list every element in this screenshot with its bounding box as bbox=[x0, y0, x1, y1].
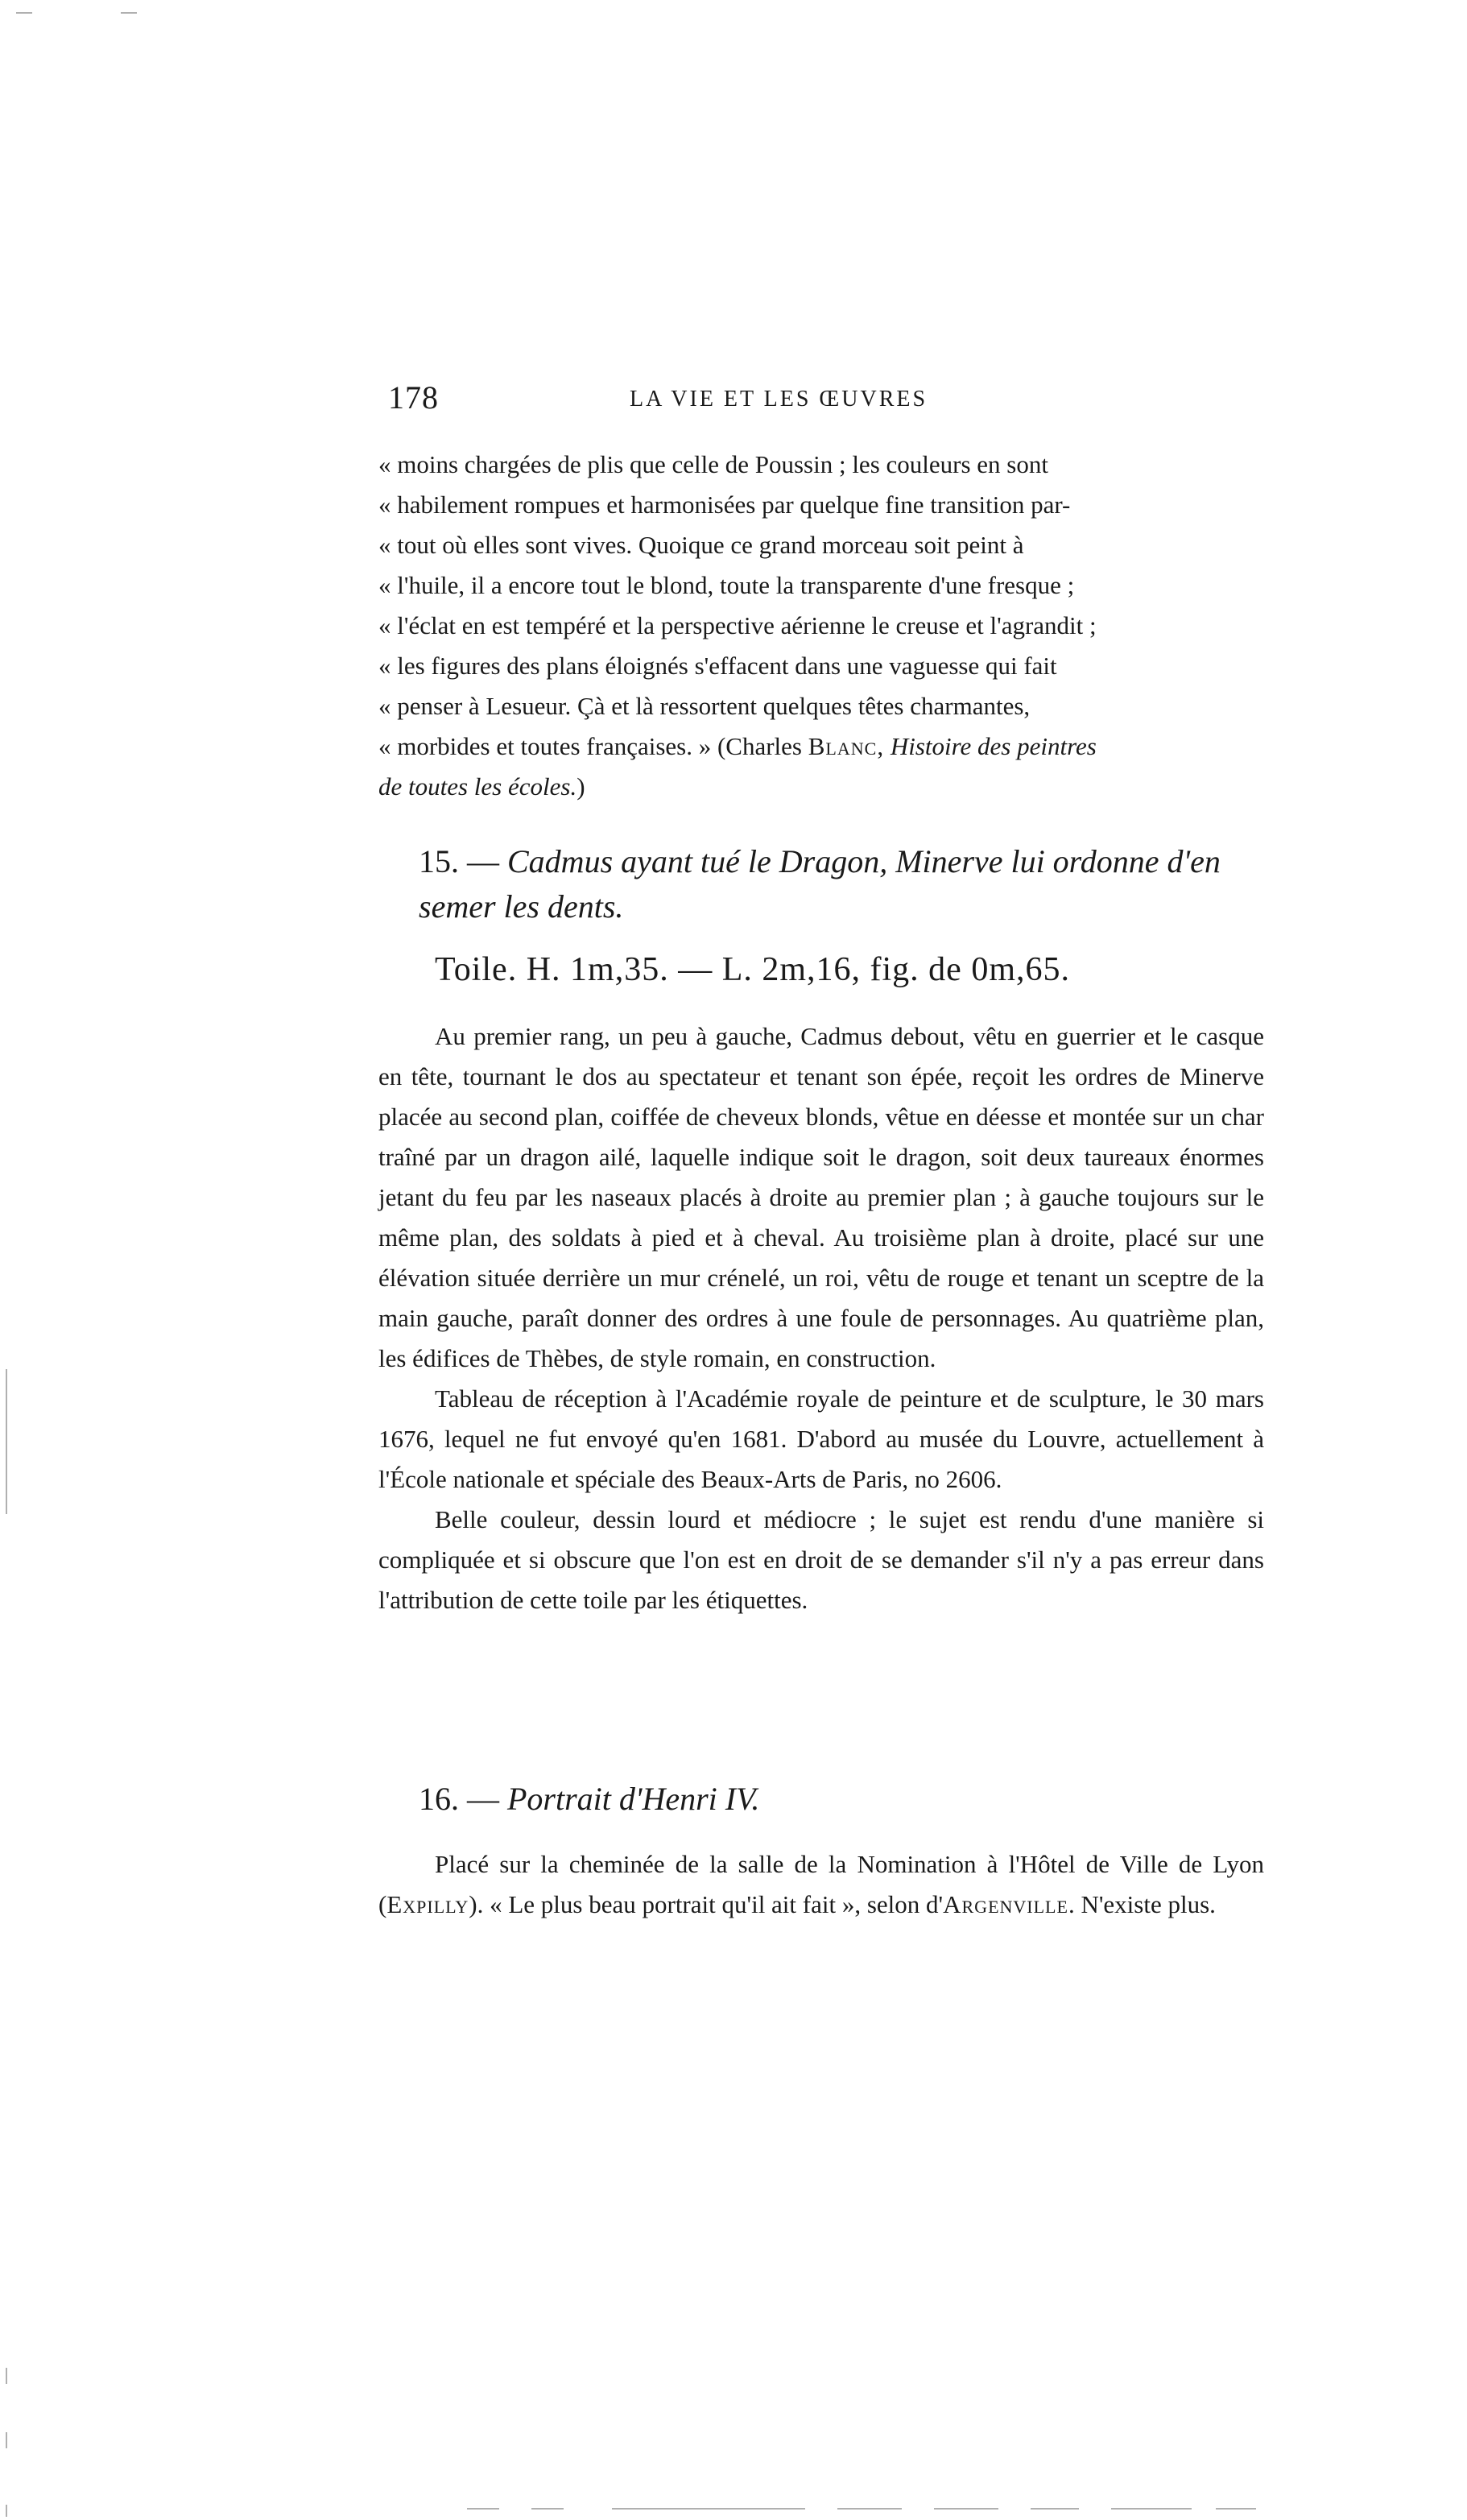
citation-close: ) bbox=[576, 772, 585, 801]
citation-author: Blanc, bbox=[808, 732, 885, 760]
paragraph-text: . N'existe plus. bbox=[1068, 1890, 1216, 1918]
entry-15-body bbox=[378, 1016, 1264, 1620]
quote-line: « l'éclat en est tempéré et la perspective aérienne le creuse et l'agrandit ; bbox=[378, 611, 1097, 639]
quote-line: « penser à Lesueur. Çà et là ressortent quelques têtes charmantes, bbox=[378, 692, 1031, 720]
entry-16-body bbox=[378, 1844, 1264, 1925]
quote-line: « les figures des plans éloignés s'effacent dans une vaguesse qui fait bbox=[378, 652, 1057, 680]
entry-title: Cadmus ayant tué le Dragon, Minerve lui ordonne d'en semer les dents. bbox=[419, 843, 1221, 925]
quote-line: « l'huile, il a encore tout le blond, toute la transparente d'une fresque ; bbox=[378, 571, 1075, 599]
citation-title: Histoire des peintres bbox=[890, 732, 1097, 760]
running-head: LA VIE ET LES ŒUVRES bbox=[630, 387, 928, 412]
paragraph: Au premier rang, un peu à gauche, Cadmus debout, vêtu en guerrier et le casque en tête, tournant le dos au spectateur et tenant son épée, reçoit les ordres de Minerve placée au second plan, coiffée de cheveux blonds, vêtue en déesse et montée sur un char traîné par un dragon ailé, laquelle indique soit le dragon, soit deux taureaux énormes jetant du feu par les naseaux placés à droite au premier plan ; à gauche toujours sur le même plan, des soldats à pied et à cheval. Au troisième plan à droite, placé sur une élévation située derrière un mur crénelé, un roi, vêtu de rouge et tenant un sceptre de la main gauche, paraît donner des ordres à une foule de personnages. Au quatrième plan, les édifices de Thèbes, de style romain, en construction. bbox=[378, 1022, 1264, 1372]
paragraph-text: Placé sur la cheminée de la salle de la Nomination à l'Hôtel de Ville de Lyon ( bbox=[378, 1850, 1264, 1918]
paragraph: Belle couleur, dessin lourd et médiocre ; le sujet est rendu d'une manière si compliquée et si obscure que l'on est en droit de se demander s'il n'y a pas erreur dans l'attribution de cette toile par les étiquettes. bbox=[378, 1505, 1264, 1614]
source-name: Argenville bbox=[943, 1890, 1068, 1918]
citation-title-cont: de toutes les écoles. bbox=[378, 772, 577, 801]
source-name: Expilly bbox=[386, 1890, 469, 1918]
page-number: 178 bbox=[388, 379, 439, 416]
paragraph bbox=[378, 1844, 1264, 1925]
quote-line: « morbides et toutes françaises. » (Charles bbox=[378, 732, 808, 760]
entry-number: 15. — bbox=[419, 843, 507, 879]
entry-15-heading bbox=[419, 839, 1264, 929]
paragraph-text: ). « Le plus beau portrait qu'il ait fait », selon d' bbox=[469, 1890, 944, 1918]
entry-16-heading bbox=[419, 1777, 1264, 1822]
quotation-block bbox=[378, 445, 1264, 807]
quote-line: « tout où elles sont vives. Quoique ce grand morceau soit peint à bbox=[378, 531, 1024, 559]
quote-citation-line bbox=[378, 767, 1264, 807]
quote-citation-line bbox=[378, 726, 1264, 767]
quote-line: « habilement rompues et harmonisées par quelque fine transition par- bbox=[378, 490, 1071, 519]
paragraph: Tableau de réception à l'Académie royale de peinture et de sculpture, le 30 mars 1676, lequel ne fut envoyé qu'en 1681. D'abord au musée du Louvre, actuellement à l'École nationale et spéciale des Beaux-Arts de Paris, no 2606. bbox=[378, 1384, 1264, 1493]
entry-title: Portrait d'Henri IV. bbox=[507, 1781, 760, 1817]
entry-number: 16. — bbox=[419, 1781, 507, 1817]
quote-line: « moins chargées de plis que celle de Poussin ; les couleurs en sont bbox=[378, 450, 1048, 478]
entry-15-dimensions: Toile. H. 1m,35. — L. 2m,16, fig. de 0m,65. bbox=[435, 951, 1070, 988]
page-header bbox=[388, 379, 1264, 427]
